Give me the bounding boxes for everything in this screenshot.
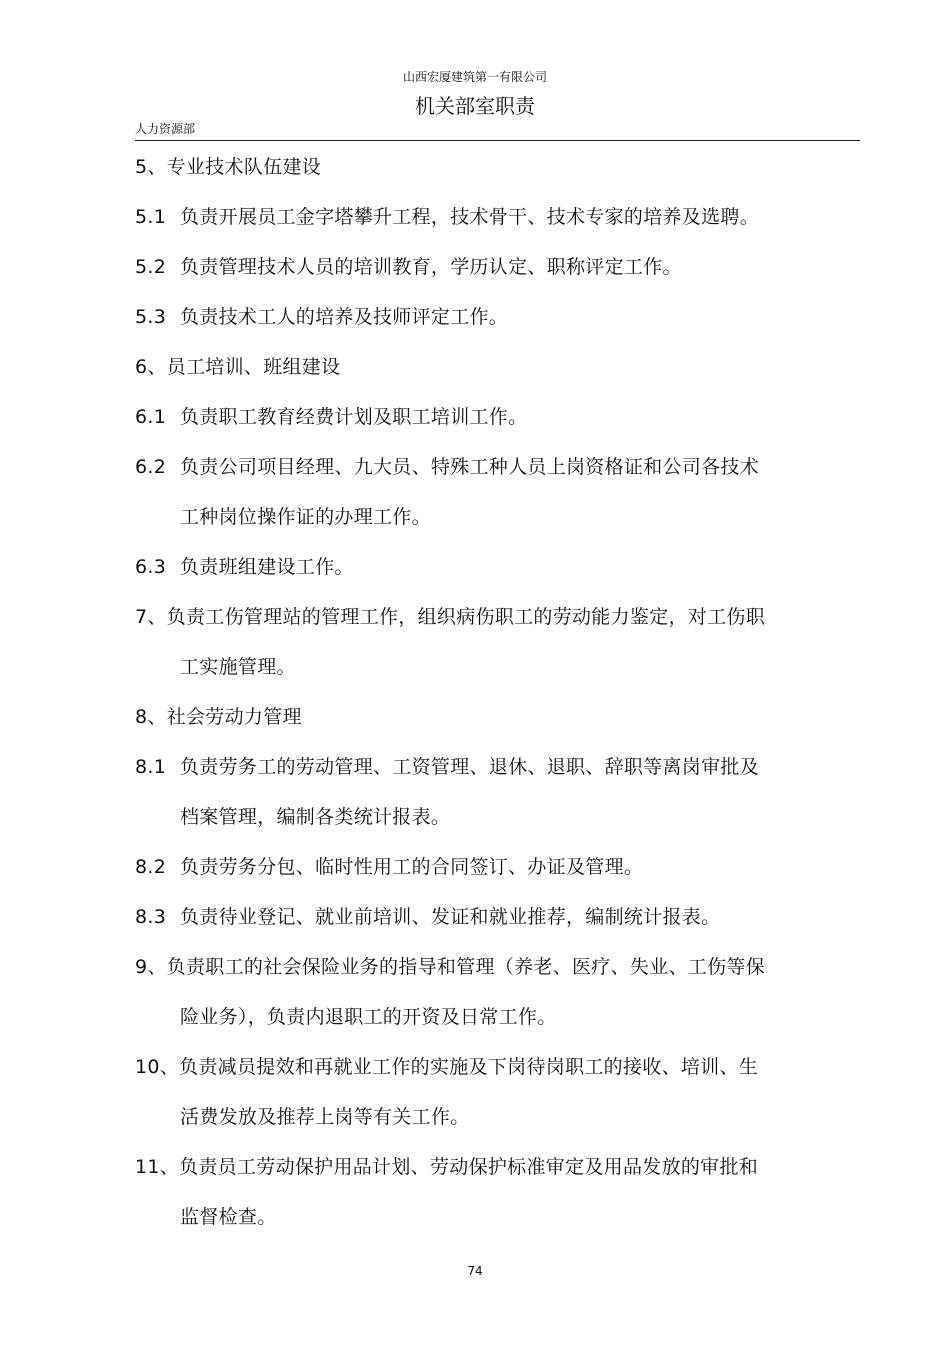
list-item: 5.1 负责开展员工金字塔攀升工程，技术骨干、技术专家的培养及选聘。	[135, 206, 760, 228]
list-item: 9、负责职工的社会保险业务的指导和管理（养老、医疗、失业、工伤等保	[135, 956, 766, 978]
list-item-continuation: 工种岗位操作证的办理工作。	[180, 506, 431, 528]
list-item: 6.2 负责公司项目经理、九大员、特殊工种人员上岗资格证和公司各技术	[135, 456, 760, 478]
list-item: 6、员工培训、班组建设	[135, 356, 341, 378]
list-item: 5.2 负责管理技术人员的培训教育，学历认定、职称评定工作。	[135, 256, 682, 278]
company-name: 山西宏厦建筑第一有限公司	[402, 70, 547, 84]
list-item-continuation: 档案管理，编制各类统计报表。	[180, 806, 451, 828]
page-title: 机关部室职责	[415, 94, 535, 118]
list-item-continuation: 活费发放及推荐上岗等有关工作。	[180, 1106, 470, 1128]
list-item-continuation: 监督检查。	[180, 1206, 277, 1228]
list-item: 10、负责减员提效和再就业工作的实施及下岗待岗职工的接收、培训、生	[135, 1056, 759, 1078]
list-item: 8.1 负责劳务工的劳动管理、工资管理、退休、退职、辞职等离岗审批及	[135, 756, 760, 778]
page-number: 74	[467, 1264, 483, 1278]
list-item-continuation: 险业务），负责内退职工的开资及日常工作。	[180, 1006, 557, 1028]
list-item: 5、专业技术队伍建设	[135, 156, 322, 178]
header-divider	[135, 140, 860, 141]
list-item-continuation: 工实施管理。	[180, 656, 296, 678]
list-item: 8、社会劳动力管理	[135, 706, 302, 728]
list-item: 11、负责员工劳动保护用品计划、劳动保护标准审定及用品发放的审批和	[135, 1156, 759, 1178]
list-item: 7、负责工伤管理站的管理工作，组织病伤职工的劳动能力鉴定，对工伤职	[135, 606, 766, 628]
list-item: 6.3 负责班组建设工作。	[135, 556, 354, 578]
list-item: 8.3 负责待业登记、就业前培训、发证和就业推荐，编制统计报表。	[135, 906, 721, 928]
list-item: 8.2 负责劳务分包、临时性用工的合同签订、办证及管理。	[135, 856, 644, 878]
department-label: 人力资源部	[135, 122, 196, 136]
list-item: 6.1 负责职工教育经费计划及职工培训工作。	[135, 406, 528, 428]
list-item: 5.3 负责技术工人的培养及技师评定工作。	[135, 306, 509, 328]
